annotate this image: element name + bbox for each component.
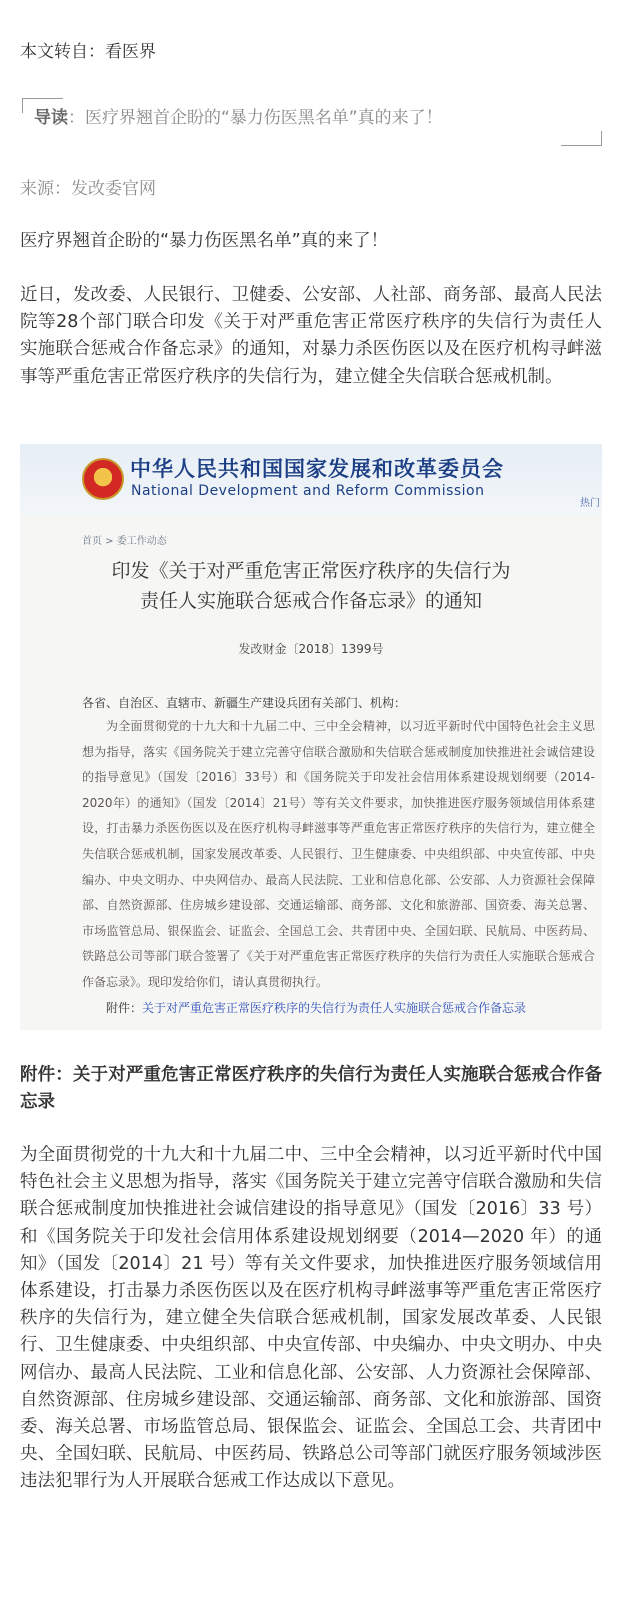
attachment-heading: 附件：关于对严重危害正常医疗秩序的失信行为责任人实施联合惩戒合作备忘录: [20, 1065, 602, 1113]
notice-title: [20, 556, 602, 616]
org-name-cn: 中华人民共和国国家发展和改革委员会: [130, 457, 504, 481]
guide-box: [20, 96, 602, 148]
national-emblem-icon: [82, 458, 124, 500]
breadcrumb: 首页 > 委工作动态: [82, 536, 167, 547]
ndrc-banner: [20, 444, 602, 516]
attachment-line: [106, 999, 526, 1016]
guide-text-line: [34, 105, 443, 131]
document-number: 发改财金〔2018〕1399号: [238, 642, 384, 656]
notice-body: 为全面贯彻党的十九大和十九届二中、三中全会精神，以习近平新时代中国特色社会主义思想为指导，落实《国务院关于建立完善守信联合激励和失信联合惩戒制度加快推进社会诚信建设的指导意见》（国发〔2016〕33号）和《国务院关于印发社会信用体系建设规划纲要（2014-2020年）的通知》（国发〔2014〕21号）等有关文件要求，加快推进医疗服务领域信用体系建设，打击暴力杀医伤医以及在医疗机构寻衅滋事等严重危害正常医疗秩序的失信行为，建立健全失信联合惩戒机制，国家发展改革委、人民银行、卫生健康委、中央组织部、中央宣传部、中央编办、中央文明办、中央网信办、最高人民法院、工业和信息化部、公安部、人力资源社会保障部、自然资源部、住房城乡建设部、交通运输部、商务部、文化和旅游部、国资委、海关总署、市场监管总局、银保监会、证监会、全国总工会、共青团中央、全国妇联、民航局、中医药局、铁路总公司等部门联合签署了《关于对严重危害正常医疗秩序的失信行为责任人实施联合惩戒合作备忘录》。现印发给你们，请认真贯彻执行。: [82, 719, 595, 989]
attachment-label: 附件：: [106, 1001, 143, 1015]
paragraph-memorandum: 为全面贯彻党的十九大和十九届二中、三中全会精神，以习近平新时代中国特色社会主义思想为指导，落实《国务院关于建立完善守信联合激励和失信联合惩戒制度加快推进社会诚信建设的指导意见》（国发〔2016〕33 号）和《国务院关于印发社会信用体系建设规划纲要（2014—2020 年）的通知》（国发〔2014〕21 号）等有关文件要求，加快推进医疗服务领域信用体系建设，打击暴力杀医伤医以及在医疗机构寻衅滋事等严重危害正常医疗秩序的失信行为，建立健全失信联合惩戒机制，国家发展改革委、人民银行、卫生健康委、中央组织部、中央宣传部、中央编办、中央文明办、中央网信办、最高人民法院、工业和信息化部、公安部、人力资源社会保障部、自然资源部、住房城乡建设部、交通运输部、商务部、文化和旅游部、国资委、海关总署、市场监管总局、银保监会、证监会、全国总工会、共青团中央、全国妇联、民航局、中医药局、铁路总公司等部门就医疗服务领域涉医违法犯罪行为人开展联合惩戒工作达成以下意见。: [20, 1145, 602, 1492]
salutation: 各省、自治区、直辖市、新疆生产建设兵团有关部门、机构：: [82, 696, 407, 710]
org-name-en: National Development and Reform Commission: [131, 483, 485, 499]
notice-title-line-1: 印发《关于对严重危害正常医疗秩序的失信行为: [111, 560, 511, 582]
quote-corner-bottom-right: [561, 131, 602, 146]
reprint-note: 本文转自：看医界: [20, 42, 156, 62]
hot-link: 热门: [580, 498, 600, 509]
paragraph-summary: 近日，发改委、人民银行、卫健委、公安部、人社部、商务部、最高人民法院等28个部门联合印发《关于对严重危害正常医疗秩序的失信行为责任人实施联合惩戒合作备忘录》的通知，对暴力杀医伤医以及在医疗机构寻衅滋事等严重危害正常医疗秩序的失信行为，建立健全失信联合惩戒机制。: [20, 285, 602, 387]
source-line: 来源：发改委官网: [20, 179, 156, 199]
guide-label: 导读: [34, 108, 68, 128]
notice-title-line-2: 责任人实施联合惩戒合作备忘录》的通知: [139, 590, 482, 612]
paragraph-intro: 医疗界翘首企盼的“暴力伤医黑名单”真的来了！: [20, 231, 389, 251]
guide-text: ：医疗界翘首企盼的“暴力伤医黑名单”真的来了！: [68, 108, 443, 128]
attachment-link: 关于对严重危害正常医疗秩序的失信行为责任人实施联合惩戒合作备忘录: [142, 1001, 527, 1015]
embedded-screenshot: [20, 444, 602, 1030]
